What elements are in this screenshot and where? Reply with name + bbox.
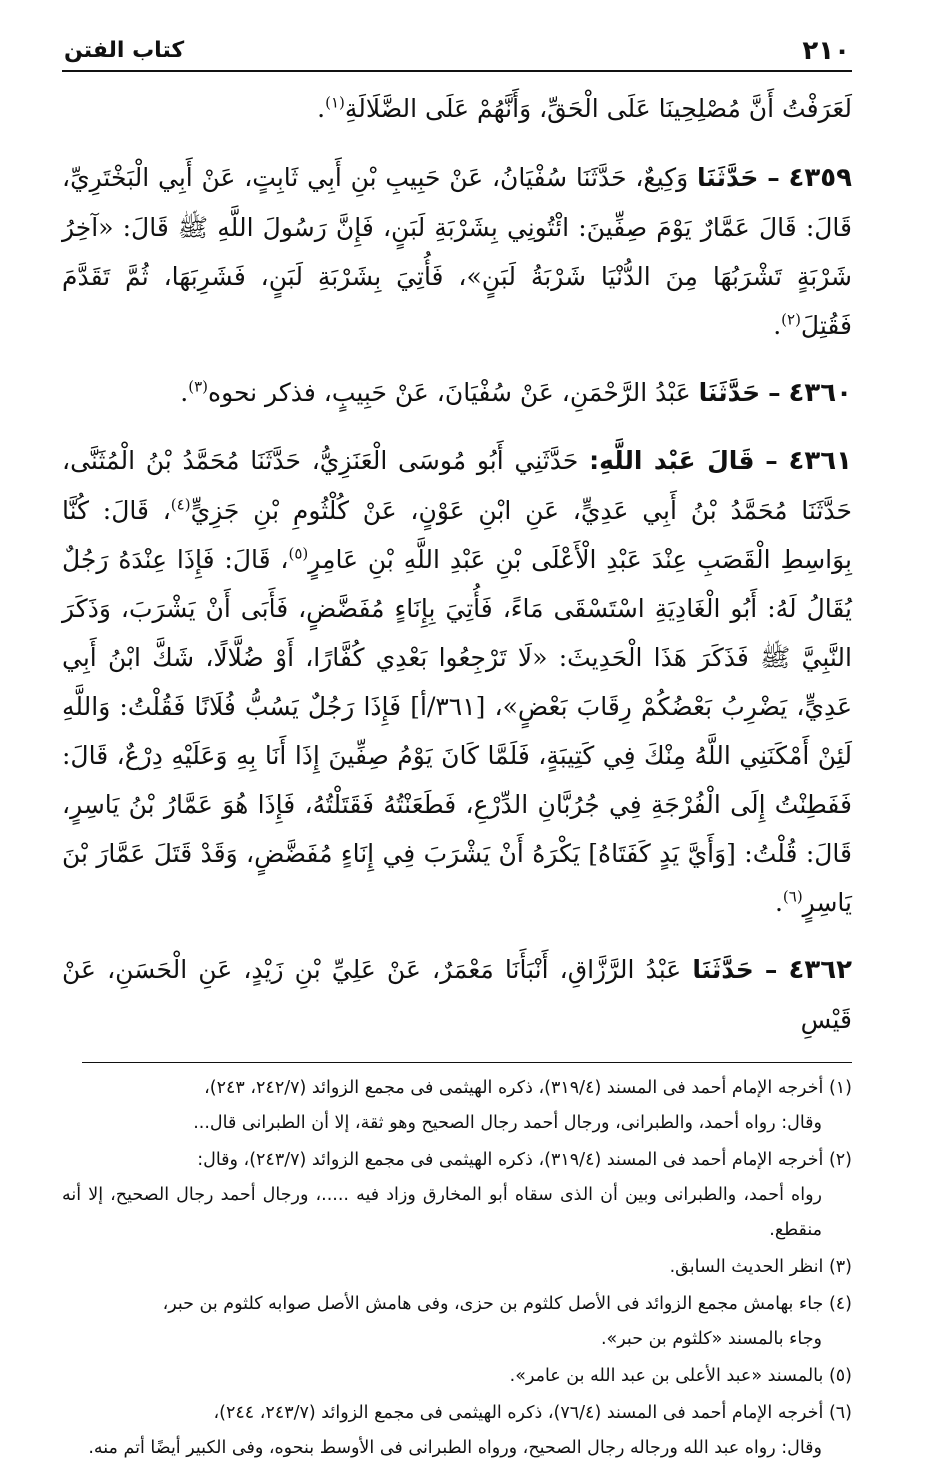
footnote-text: بالمسند «عبد الأعلى بن عبد الله بن عامر». [509,1366,824,1386]
footnote-divider [82,1062,852,1063]
main-text [62,84,852,1044]
footnotes [62,1071,852,1466]
hadith-dash: – [767,163,780,192]
paragraph-tail: . [317,94,326,123]
footnote-label: (٥) [828,1366,852,1386]
footnote-label: (١) [828,1078,852,1098]
hadith-text: عَبْدُ الرَّحْمَنِ، عَنْ سُفْيَانَ، عَنْ حَبِيبٍ، فذكر نحوه [208,378,691,407]
paragraph-text: لَعَرَفْتُ أَنَّ مُصْلِحِينَا عَلَى الْحَقِّ، وَأَنَّهُمْ عَلَى الضَّلَالَةِ [344,94,852,123]
hadith-number: ٤٣٦١ [788,446,852,476]
footnote-ref[interactable]: (٢) [781,310,801,329]
hadith-dash: – [768,378,781,407]
narration-lead: قَالَ عَبْد اللَّهِ: [589,446,755,475]
hadith-text-2: ، قَالَ: كُنَّا بِوَاسِطِ الْقَصَبِ عِنْدَ عَبْدِ الْأَعْلَى بْنِ عَبْدِ اللَّهِ بْنِ عَامِرٍ [62,496,852,574]
footnote-text-2: رواه أحمد، والطبرانى وبين أن الذى سقاه أبو المخارق وزاد فيه .....، ورجال أحمد رجال الصحيح، إلا أنه منقطع. [62,1185,822,1240]
footnote-ref[interactable]: (٦) [782,887,803,906]
footnote-label: (٤) [828,1294,852,1314]
hadith-4360 [62,368,852,418]
footnote-text: أخرجه الإمام أحمد فى المسند (٣١٩/٤)، ذكره الهيثمى فى مجمع الزوائد (٢٤٢/٧، ٢٤٣)، [204,1078,824,1098]
paragraph-continuation [62,84,852,133]
footnote-text-2: وقال: رواه أحمد، والطبرانى، ورجال أحمد رجال الصحيح وهو ثقة، إلا أن الطبرانى قال... [193,1113,822,1133]
footnote-ref[interactable]: (٥) [288,544,309,563]
hadith-4361 [62,436,852,927]
narration-lead: حَدَّثَنَا [692,955,754,984]
hadith-4362 [62,945,852,1044]
paragraph-tail: . [774,888,783,917]
page-header [62,28,852,72]
footnote-text-2: وجاء بالمسند «كلثوم بن حبر». [600,1329,822,1349]
footnote-text: أخرجه الإمام أحمد فى المسند (٣١٩/٤)، ذكره الهيثمى فى مجمع الزوائد (٢٤٣/٧)، وقال: [197,1150,824,1170]
footnote-text: انظر الحديث السابق. [669,1257,824,1277]
hadith-number: ٤٣٦٠ [788,378,852,408]
hadith-number: ٤٣٥٩ [788,163,852,193]
book-title: كتاب الفتن [64,38,185,63]
footnote-2 [62,1143,852,1248]
hadith-text: وَكِيعٌ، حَدَّثَنَا سُفْيَانُ، عَنْ حَبِيبِ بْنِ أَبِي ثَابِتٍ، عَنْ أَبِي الْبَخْتَرِيِّ، قَالَ: قَالَ عَمَّارٌ يَوْمَ صِفِّينَ: ائْتُونِي بِشَرْبَةِ لَبَنٍ، فَإِنَّ رَسُولَ اللَّهِ ﷺ قَالَ: «آخِرُ شَرْبَةٍ تَشْرَبُهَا مِنَ الدُّنْيَا شَرْبَةُ لَبَنٍ»، فَأُتِيَ بِشَرْبَةِ لَبَنٍ، فَشَرِبَهَا، ثُمَّ تَقَدَّمَ فَقُتِلَ [62,163,852,340]
narration-lead: حَدَّثَنَا [697,163,759,192]
footnote-ref[interactable]: (٤) [170,495,191,514]
hadith-text: عَبْدُ الرَّزَّاقِ، أَنْبَأَنَا مَعْمَرٌ، عَنْ عَلِيِّ بْنِ زَيْدٍ، عَنِ الْحَسَنِ، عَنْ قَيْسِ [62,955,852,1034]
footnote-4 [62,1287,852,1357]
narration-lead: حَدَّثَنَا [698,378,761,407]
hadith-number: ٤٣٦٢ [788,955,852,985]
page-number: ٢١٠ [802,36,850,66]
footnote-label: (٦) [828,1403,852,1423]
footnote-label: (٢) [828,1150,852,1170]
footnote-5 [62,1359,852,1394]
hadith-dash: – [765,446,778,475]
hadith-dash: – [764,955,778,984]
footnote-text: أخرجه الإمام أحمد فى المسند (٧٦/٤)، ذكره الهيثمى فى مجمع الزوائد (٢٤٣/٧، ٢٤٤)، [213,1403,824,1423]
footnote-6 [62,1396,852,1466]
footnote-text: جاء بهامش مجمع الزوائد فى الأصل كلثوم بن حزى، وفى هامش الأصل صوابه كلثوم بن حبر، [162,1294,824,1314]
footnote-1 [62,1071,852,1141]
hadith-4359 [62,153,852,350]
hadith-text-3: ، قَالَ: فَإِذَا عِنْدَهُ رَجُلٌ يُقَالُ لَهُ: أَبُو الْغَادِيَةِ اسْتَسْقَى مَاءً، فَأُتِيَ بِإِنَاءٍ مُفَضَّضٍ، فَأَبَى أَنْ يَشْرَبَ، وَذَكَرَ النَّبِيَّ ﷺ فَذَكَرَ هَذَا الْحَدِيثَ: «لَا تَرْجِعُوا بَعْدِي كُفَّارًا، أَوْ ضُلَّالًا، شَكَّ ابْنُ أَبِي عَدِيٍّ، يَضْرِبُ بَعْضُكُمْ رِقَابَ بَعْضٍ»، [٣٦١/أ] فَإِذَا رَجُلٌ يَسُبُّ فُلَانًا فَقُلْتُ: وَاللَّهِ لَئِنْ أَمْكَنَنِي اللَّهُ مِنْكَ فِي كَتِيبَةٍ، فَلَمَّا كَانَ يَوْمُ صِفِّينَ إِذَا أَنَا بِهِ وَعَلَيْهِ دِرْعٌ، قَالَ: فَفَطِنْتُ إِلَى الْفُرْجَةِ فِي جُرُبَّانِ الدِّرْعِ، فَطَعَنْتُهُ فَقَتَلْتُهُ، فَإِذَا هُوَ عَمَّارُ بْنُ يَاسِرٍ، قَالَ: قُلْتُ: [وَأَيَّ يَدٍ كَفَتَاهُ] يَكْرَهُ أَنْ يَشْرَبَ فِي إِنَاءٍ مُفَضَّضٍ، وَقَدْ قَتَلَ عَمَّارَ بْنَ يَاسِرٍ [62,545,852,917]
page [62,28,852,1458]
paragraph-tail: . [773,311,782,340]
footnote-label: (٣) [828,1257,852,1277]
footnote-ref[interactable]: (٣) [188,377,208,396]
footnote-text-2: وقال: رواه عبد الله ورجاله رجال الصحيح، ورواه الطبرانى فى الأوسط بنحوه، وفى الكبير أيضًا أتم منه. [88,1438,822,1458]
footnote-ref[interactable]: (١) [325,93,345,112]
footnote-3 [62,1250,852,1285]
hadith-text: حَدَّثَنِي أَبُو مُوسَى الْعَنَزِيُّ، حَدَّثَنَا مُحَمَّدُ بْنُ الْمُثَنَّى، حَدَّثَنَا مُحَمَّدُ بْنُ أَبِي عَدِيٍّ، عَنِ ابْنِ عَوْنٍ، عَنْ كُلْثُومِ بْنِ جَزِيٍّ [62,446,852,525]
paragraph-tail: . [180,378,189,407]
